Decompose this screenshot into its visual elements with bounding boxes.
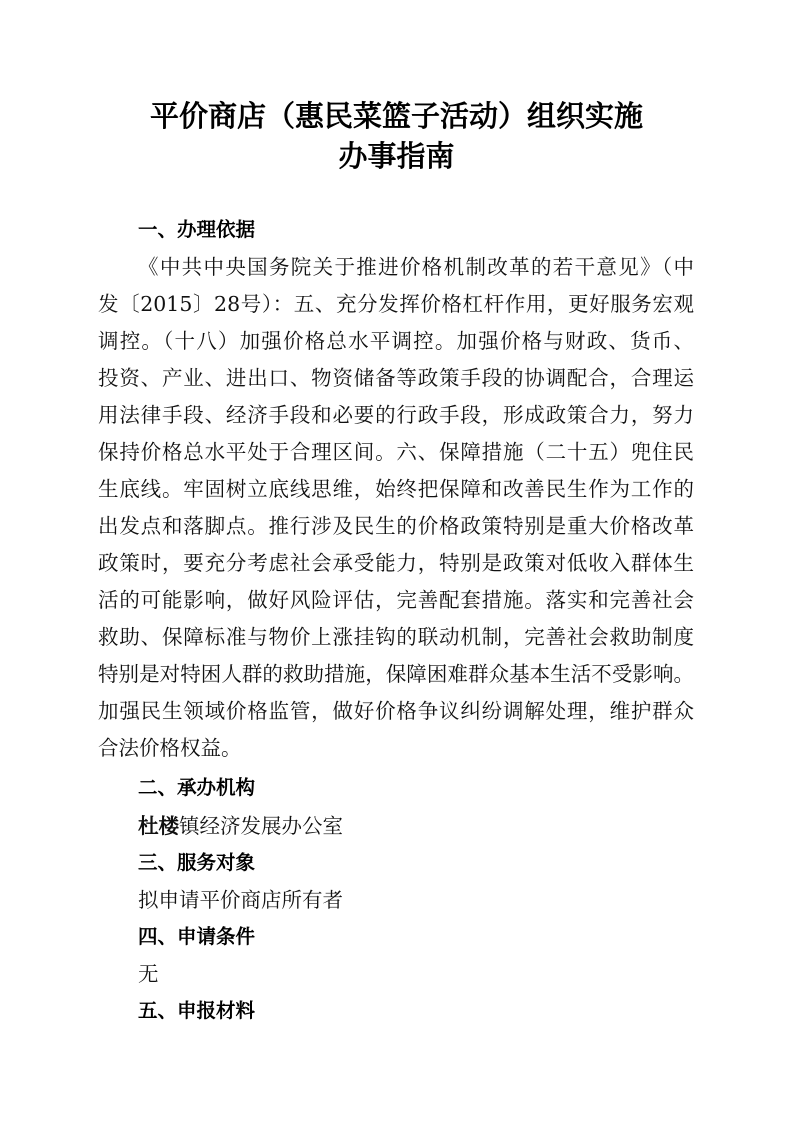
basis-line: 加强民生领域价格监管，做好价格争议纠纷调解处理，维护群众 xyxy=(98,699,694,723)
document-title-line2: 办事指南 xyxy=(338,139,455,173)
agency-value-bold: 杜楼 xyxy=(138,814,179,838)
basis-line: 发〔2015〕28号）：五、充分发挥价格杠杆作用，更好服务宏观 xyxy=(98,292,694,316)
target-value: 拟申请平价商店所有者 xyxy=(138,888,343,912)
section-heading-basis: 一、办理依据 xyxy=(138,218,256,241)
agency-value xyxy=(138,812,343,840)
section-heading-materials: 五、申报材料 xyxy=(138,999,256,1022)
basis-line: 用法律手段、经济手段和必要的行政手段，形成政策合力，努力 xyxy=(98,403,694,427)
conditions-value: 无 xyxy=(138,962,159,986)
basis-line: 活的可能影响，做好风险评估，完善配套措施。落实和完善社会 xyxy=(98,588,694,612)
section-heading-conditions: 四、申请条件 xyxy=(138,925,256,948)
section-heading-agency: 二、承办机构 xyxy=(138,776,256,799)
basis-line: 生底线。牢固树立底线思维，始终把保障和改善民生作为工作的 xyxy=(98,477,694,501)
basis-line: 救助、保障标准与物价上涨挂钩的联动机制，完善社会救助制度 xyxy=(98,625,694,649)
basis-line: 保持价格总水平处于合理区间。六、保障措施（二十五）兜住民 xyxy=(98,440,694,464)
section-heading-target: 三、服务对象 xyxy=(138,851,256,874)
basis-line: 特别是对特困人群的救助措施，保障困难群众基本生活不受影响。 xyxy=(98,662,694,686)
basis-line: 出发点和落脚点。推行涉及民生的价格政策特别是重大价格改革 xyxy=(98,514,694,538)
agency-value-rest: 镇经济发展办公室 xyxy=(179,814,343,838)
basis-line: 投资、产业、进出口、物资储备等政策手段的协调配合，合理运 xyxy=(98,366,694,390)
document-title-line1: 平价商店（惠民菜篮子活动）组织实施 xyxy=(149,99,643,133)
basis-line: 调控。（十八）加强价格总水平调控。加强价格与财政、货币、 xyxy=(98,329,694,353)
basis-line: 合法价格权益。 xyxy=(98,736,242,760)
basis-line: 政策时，要充分考虑社会承受能力，特别是政策对低收入群体生 xyxy=(98,551,694,575)
basis-line: 《中共中央国务院关于推进价格机制改革的若干意见》（中 xyxy=(138,255,694,279)
